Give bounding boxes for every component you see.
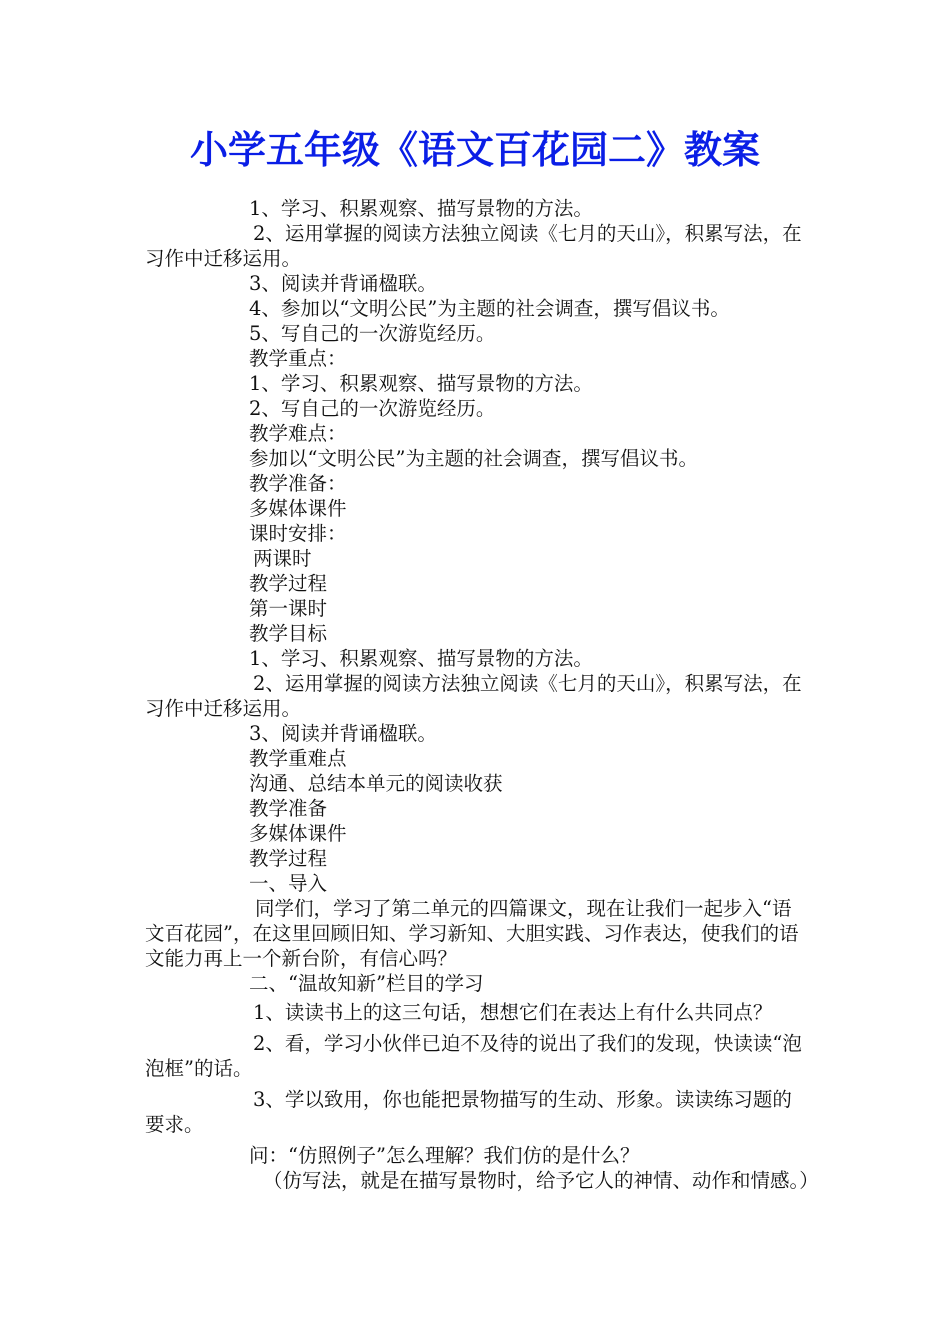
lesson-process-heading: 教学过程 xyxy=(249,847,328,870)
objective-5: 5、写自己的一次游览经历。 xyxy=(249,322,496,345)
difficulty-text: 参加以“文明公民”为主题的社会调查，撰写倡议书。 xyxy=(249,447,698,470)
document-body xyxy=(145,196,819,1193)
review-item-1: 1、读读书上的这三句话，想想它们在表达上有什么共同点？ xyxy=(253,1001,773,1024)
question-text: 问：“仿照例子”怎么理解？我们仿的是什么？ xyxy=(249,1144,640,1167)
objective-4: 4、参加以“文明公民”为主题的社会调查，撰写倡议书。 xyxy=(249,297,730,320)
objective-1: 1、学习、积累观察、描写景物的方法。 xyxy=(249,197,593,220)
objective-3: 3、阅读并背诵楹联。 xyxy=(249,272,437,295)
lesson-one-heading: 第一课时 xyxy=(249,597,328,620)
key-point-1: 1、学习、积累观察、描写景物的方法。 xyxy=(249,372,593,395)
lesson-key-heading: 教学重难点 xyxy=(249,747,347,770)
preparation-heading: 教学准备： xyxy=(249,472,347,495)
process-heading: 教学过程 xyxy=(249,572,328,595)
lesson-objective-3: 3、阅读并背诵楹联。 xyxy=(249,722,437,745)
lesson-objective-1: 1、学习、积累观察、描写景物的方法。 xyxy=(249,647,593,670)
difficulty-heading: 教学难点： xyxy=(249,422,347,445)
review-item-3: 3、学以致用，你也能把景物描写的生动、形象。读读练习题的要求。 xyxy=(145,1088,792,1136)
lesson-objectives-heading: 教学目标 xyxy=(249,622,328,645)
objective-2: 2、运用掌握的阅读方法独立阅读《七月的天山》，积累写法，在习作中迁移运用。 xyxy=(145,222,802,270)
section-review-heading: 二、“温故知新”栏目的学习 xyxy=(249,972,484,995)
key-points-heading: 教学重点： xyxy=(249,347,347,370)
document-title: 小学五年级《语文百花园二》教案 xyxy=(189,128,760,172)
section-intro-text: 同学们，学习了第二单元的四篇课文，现在让我们一起步入“语文百花园”，在这里回顾旧知、学习新知、大胆实践、习作表达，使我们的语文能力再上一个新台阶，有信心吗？ xyxy=(145,897,799,970)
schedule-heading: 课时安排： xyxy=(249,522,347,545)
schedule-text: 两课时 xyxy=(253,547,312,570)
lesson-prep-heading: 教学准备 xyxy=(249,797,328,820)
answer-text: （仿写法，就是在描写景物时，给予它人的神情、动作和情感。） xyxy=(263,1169,819,1192)
preparation-text: 多媒体课件 xyxy=(249,497,347,520)
review-item-2: 2、看，学习小伙伴已迫不及待的说出了我们的发现，快读读“泡泡框”的话。 xyxy=(145,1032,802,1080)
lesson-objective-2: 2、运用掌握的阅读方法独立阅读《七月的天山》，积累写法，在习作中迁移运用。 xyxy=(145,672,802,720)
section-intro-heading: 一、导入 xyxy=(249,872,328,895)
key-point-2: 2、写自己的一次游览经历。 xyxy=(249,397,496,420)
lesson-key-text: 沟通、总结本单元的阅读收获 xyxy=(249,772,503,795)
lesson-prep-text: 多媒体课件 xyxy=(249,822,347,845)
